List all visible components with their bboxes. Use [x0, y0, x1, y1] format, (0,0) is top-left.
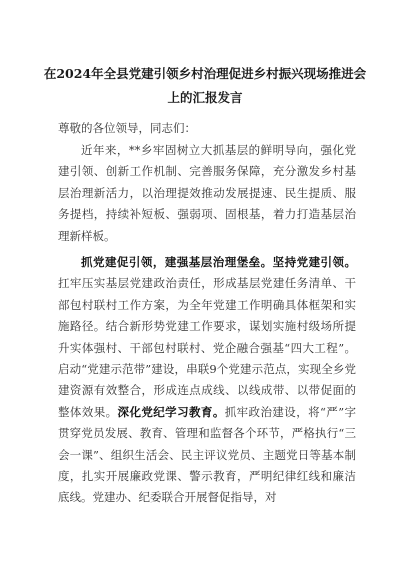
- paragraph-body-text: 扛牢压实基层党建政治责任，形成基层党建任务清单、干部包村联村工作方案，为全年党建工作明确具体框架和实施路径。结合新形势党建工作要求，谋划实施村级场所提升实体强村、干部包村联村、党企融合强基“四大工程”。启动“党建示范带”建设，串联9个党建示范点，实现全乡党建资源有效整合，形成连点成线、以线成带、以带促面的整体效果。: [58, 276, 356, 419]
- salutation: 尊敬的各位领导，同志们：: [58, 121, 196, 135]
- paragraph-lead-heading: 抓党建促引领，建强基层治理堡垒。坚持党建引领。: [81, 255, 356, 269]
- paragraph-intro: 近年来，**乡牢固树立大抓基层的鲜明导向，强化党建引领、创新工作机制、完善服务保障，充分激发乡村基层治理新活力，以治理提效推动发展提速、民生提质、服务提档，持续补短板、强弱项、固根基，着力打造基层治理新样板。: [58, 143, 356, 243]
- title-line-1: 在2024年全县党建引领乡村治理促进乡村振兴现场推进会: [43, 66, 367, 81]
- document-title: [40, 62, 370, 110]
- paragraph-subheading: 深化党纪学习教育。: [117, 404, 225, 419]
- paragraph-party-building: [58, 252, 356, 509]
- title-line-2: 上的汇报发言: [167, 90, 243, 105]
- paragraph-body-text-continued: 抓牢政治建设，将“严”字贯穿党员发展、教育、管理和监督各个环节，严格执行“三会一课”、组织生活会、民主评议党员、主题党日等基本制度，扎实开展廉政党课、警示教育，严明纪律红线和廉洁底线。党建办、纪委联合开展督促指导，对: [58, 404, 356, 505]
